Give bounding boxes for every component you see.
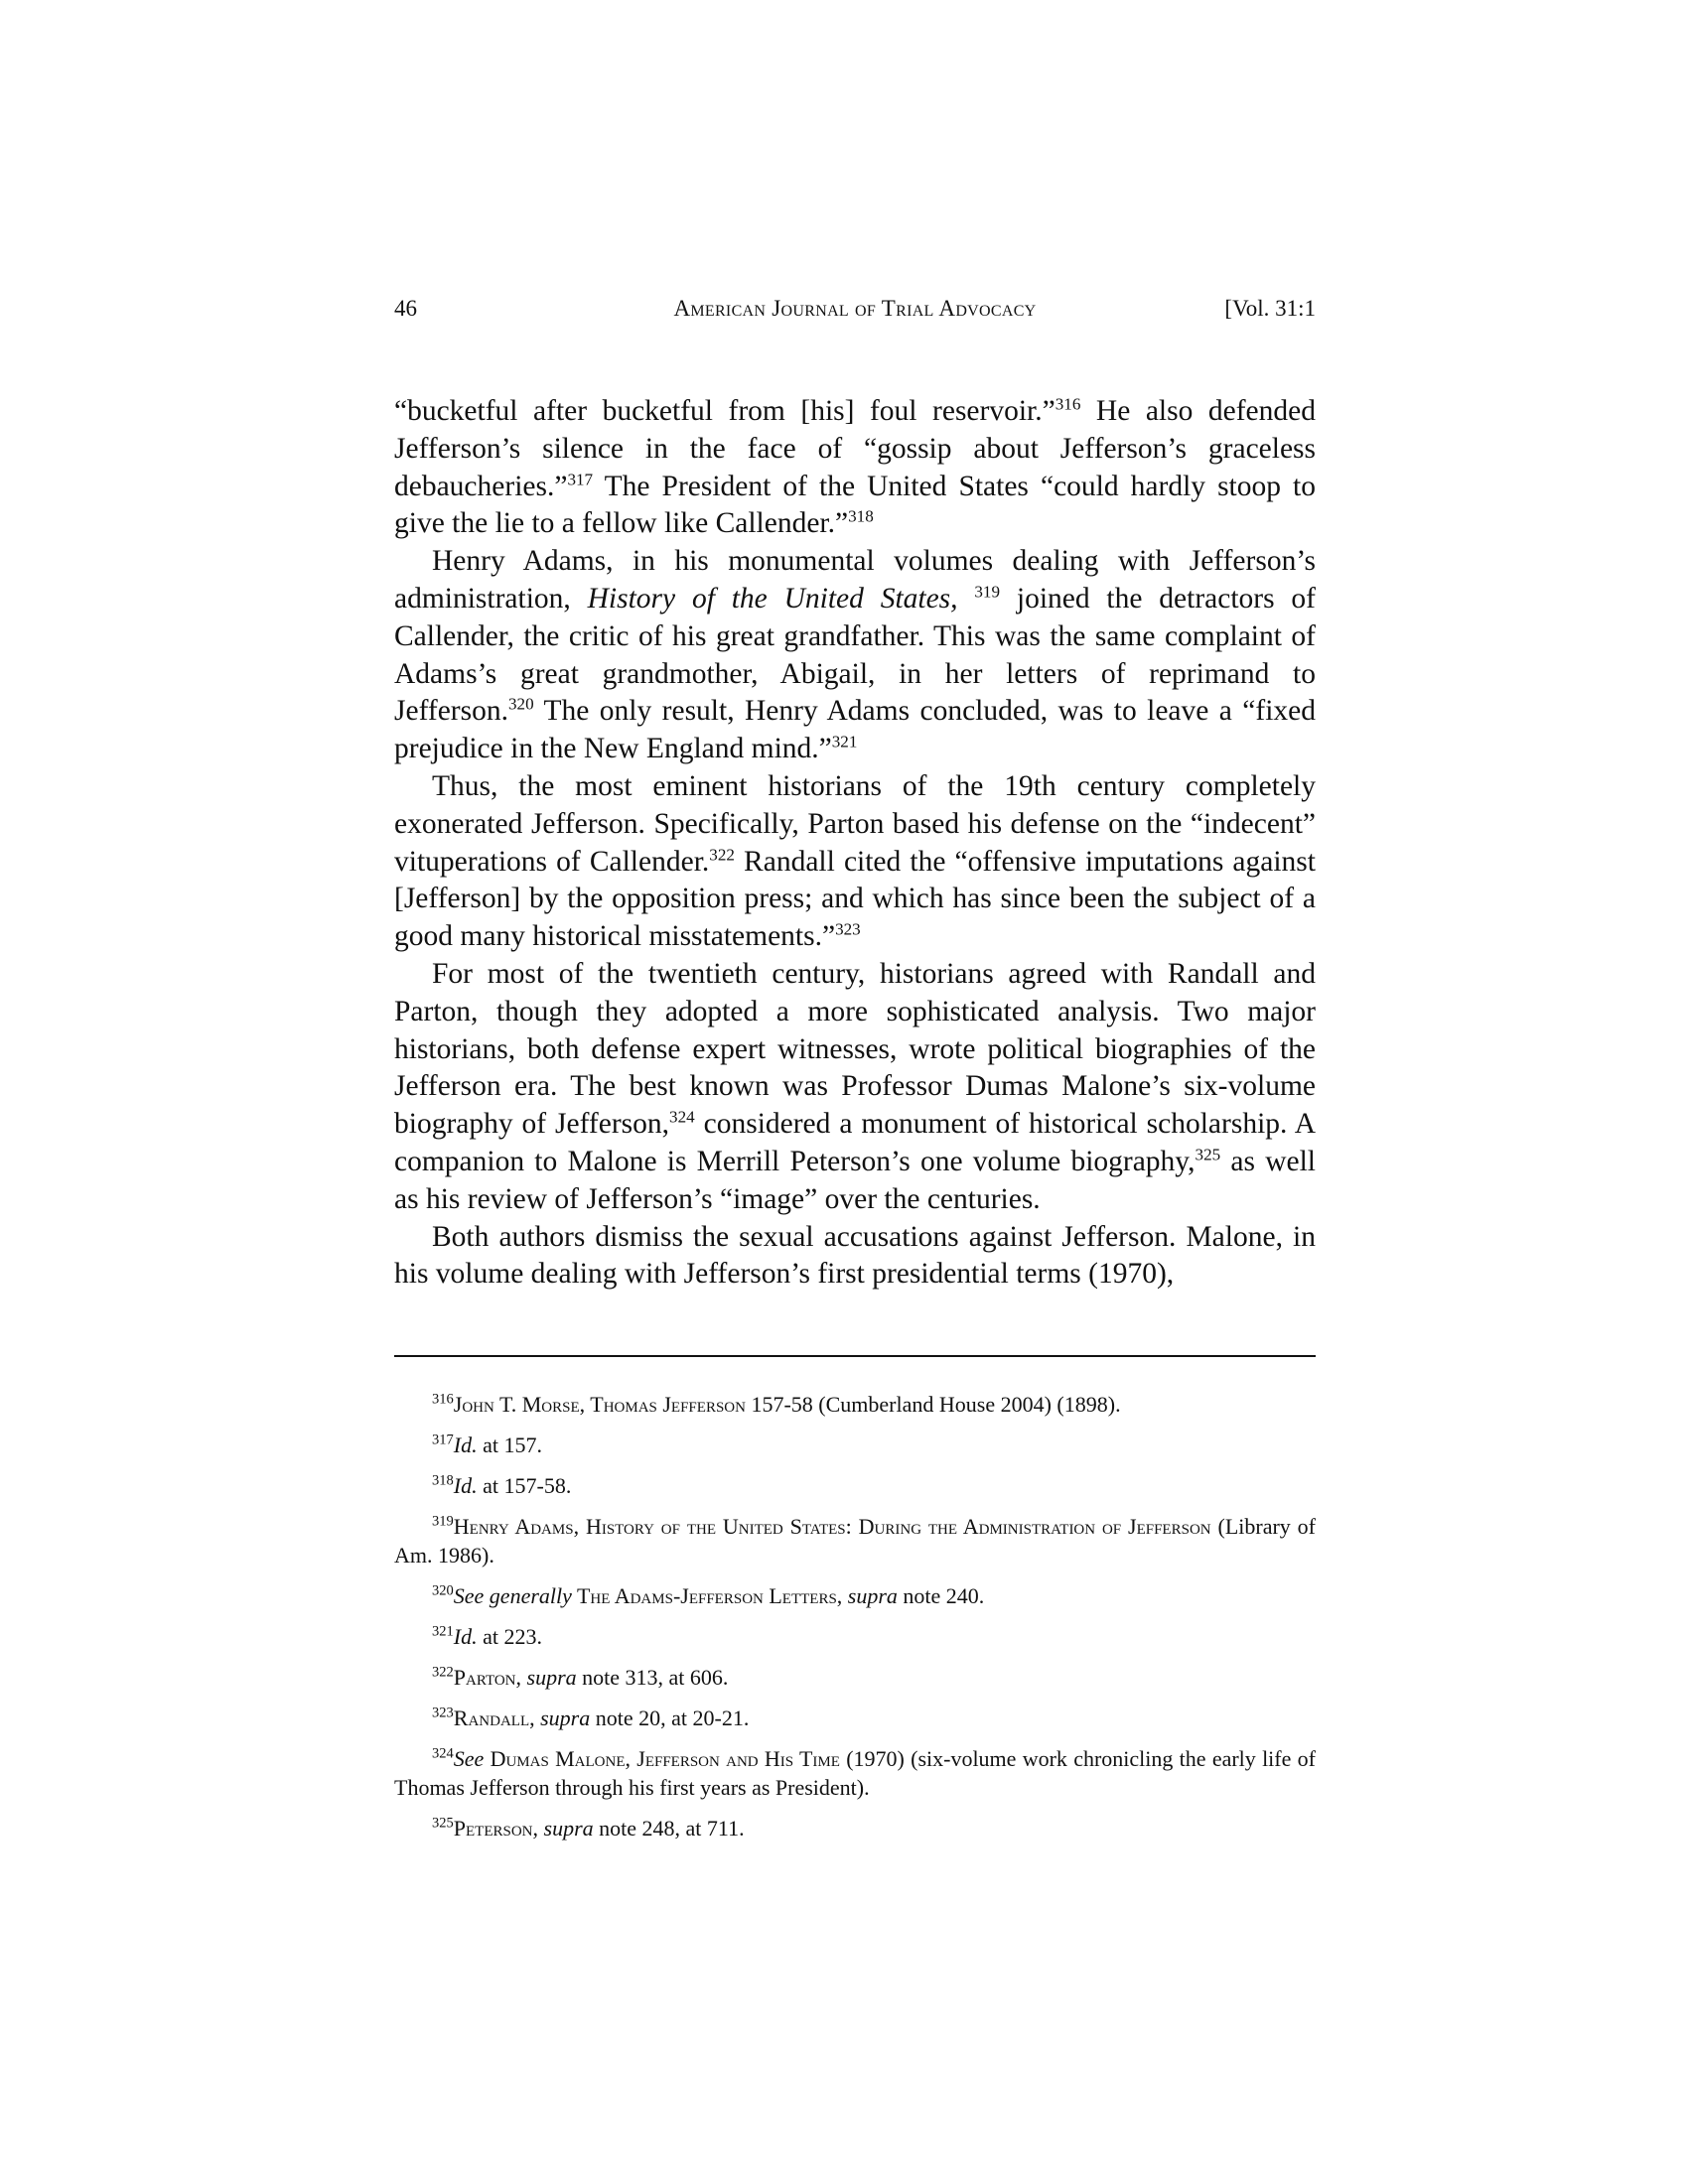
footnote-320 — [394, 1581, 1316, 1610]
main-text — [394, 393, 1316, 1294]
running-header — [394, 296, 1316, 332]
footnote-number: 322 — [432, 1664, 454, 1681]
footnote-ref-318[interactable]: 318 — [848, 506, 874, 526]
citation-signal: supra — [534, 1706, 591, 1730]
journal-title: American Journal of Trial Advocacy — [673, 296, 1037, 321]
citation-title: Parton, — [453, 1665, 522, 1690]
text-run: joined the detractors of Callender, the critic of his great grandfather. This was the same complaint of Adams’s great grandmother, Abigail, in her letters of reprimand to Jefferson. — [394, 582, 1316, 728]
citation-signal: See generally — [453, 1583, 572, 1608]
footnotes — [394, 1390, 1316, 1854]
citation-signal: Id. — [453, 1624, 478, 1649]
citation-signal: supra — [842, 1583, 898, 1608]
text-run: For most of the twentieth century, historians agreed with Randall and Parton, though they adopted a more sophisticated analysis. Two major historians, both defense expert witnesses, wrote political biographies of the Jefferson era. The best known was Professor Dumas Malone’s six-volume biography of Jefferson, — [394, 957, 1316, 1141]
footnote-ref-321[interactable]: 321 — [831, 732, 858, 751]
text-run: The President of the United States “could hardly stoop to give the lie to a fellow like Callender.” — [394, 470, 1316, 540]
footnote-number: 318 — [432, 1472, 454, 1489]
footnote-ref-316[interactable]: 316 — [1055, 394, 1081, 414]
paragraph-1 — [394, 393, 1316, 543]
footnote-324 — [394, 1744, 1316, 1802]
footnote-ref-322[interactable]: 322 — [709, 844, 735, 864]
text-run: Henry Adams, in his monumental volumes dealing with Jefferson’s administration, — [394, 545, 1316, 614]
text-run: Randall cited the “offensive imputations against [Jefferson] by the opposition press; and which has since been the subject of a good many historical misstatements.” — [394, 845, 1316, 953]
citation-signal: Id. — [453, 1473, 478, 1498]
citation-text: at 223. — [477, 1624, 542, 1649]
citation-signal: See — [453, 1746, 485, 1771]
footnote-number: 316 — [432, 1391, 454, 1408]
citation-text: note 313, at 606. — [576, 1665, 729, 1690]
footnote-322 — [394, 1663, 1316, 1692]
footnote-ref-324[interactable]: 324 — [669, 1107, 695, 1127]
citation-text: note 20, at 20-21. — [590, 1706, 750, 1730]
footnote-number: 324 — [432, 1745, 454, 1762]
footnote-ref-320[interactable]: 320 — [507, 694, 534, 714]
citation-title: John T. Morse, Thomas Jefferson — [453, 1392, 746, 1417]
citation-text: note 248, at 711. — [593, 1816, 745, 1841]
paragraph-3 — [394, 768, 1316, 956]
citation-text: at 157-58. — [477, 1473, 572, 1498]
paragraph-4 — [394, 956, 1316, 1219]
footnote-ref-317[interactable]: 317 — [567, 470, 594, 488]
footnote-317 — [394, 1431, 1316, 1459]
citation-text: 157-58 (Cumberland House 2004) (1898). — [745, 1392, 1121, 1417]
paragraph-2 — [394, 543, 1316, 768]
text-run: considered a monument of historical scholarship. A companion to Malone is Merrill Peterson’s one volume biography, — [394, 1108, 1316, 1177]
footnote-323 — [394, 1704, 1316, 1732]
text-run: “bucketful after bucketful from [his] foul reservoir.” — [394, 395, 1055, 427]
footnote-ref-323[interactable]: 323 — [835, 919, 861, 939]
text-run: He also defended Jefferson’s silence in the face of “gossip about Jefferson’s graceless debaucheries.” — [394, 395, 1316, 502]
footnote-number: 325 — [432, 1815, 454, 1832]
text-run: as well as his review of Jefferson’s “image” over the centuries. — [394, 1145, 1316, 1215]
citation-text: note 240. — [897, 1583, 985, 1608]
citation-title: Dumas Malone, Jefferson and His Time — [484, 1746, 840, 1771]
footnote-316 — [394, 1390, 1316, 1419]
citation-title: Peterson, — [453, 1816, 539, 1841]
text-run: The only result, Henry Adams concluded, was to leave a “fixed prejudice in the New England mind.” — [394, 695, 1316, 765]
footnote-divider — [394, 1355, 1316, 1357]
footnote-ref-319[interactable]: 319 — [974, 582, 1001, 602]
footnote-325 — [394, 1814, 1316, 1843]
paragraph-5 — [394, 1219, 1316, 1295]
footnote-number: 319 — [432, 1513, 454, 1530]
citation-text: (1970) (six-volume work chronicling the early life of Thomas Jefferson through his first years as President). — [394, 1746, 1316, 1800]
text-run: Both authors dismiss the sexual accusations against Jefferson. Malone, in his volume dealing with Jefferson’s first presidential terms (1970), — [394, 1220, 1316, 1291]
citation-signal: Id. — [453, 1433, 478, 1457]
citation-signal: supra — [521, 1665, 577, 1690]
footnote-number: 321 — [432, 1623, 454, 1640]
footnote-number: 320 — [432, 1582, 454, 1599]
page-number: 46 — [394, 296, 417, 321]
footnote-ref-325[interactable]: 325 — [1195, 1145, 1221, 1164]
footnote-number: 317 — [432, 1432, 454, 1448]
footnote-number: 323 — [432, 1705, 454, 1721]
footnote-321 — [394, 1622, 1316, 1651]
footnote-318 — [394, 1471, 1316, 1500]
citation-text: (Library of Am. 1986). — [394, 1514, 1316, 1568]
citation-text: at 157. — [477, 1433, 542, 1457]
volume-label: [Vol. 31:1 — [1224, 296, 1316, 321]
citation-title: Randall, — [453, 1706, 535, 1730]
citation-title: The Adams-Jefferson Letters, — [571, 1583, 843, 1608]
citation-title: Henry Adams, History of the United States: During the Administration of Jefferson — [453, 1514, 1211, 1539]
text-run: Thus, the most eminent historians of the 19th century completely exonerated Jefferson. Specifically, Parton based his defense on the “indecent” vituperations of Callender. — [394, 769, 1316, 878]
citation-signal: supra — [538, 1816, 594, 1841]
footnote-319 — [394, 1512, 1316, 1570]
book-title: History of the United States, — [587, 582, 958, 614]
